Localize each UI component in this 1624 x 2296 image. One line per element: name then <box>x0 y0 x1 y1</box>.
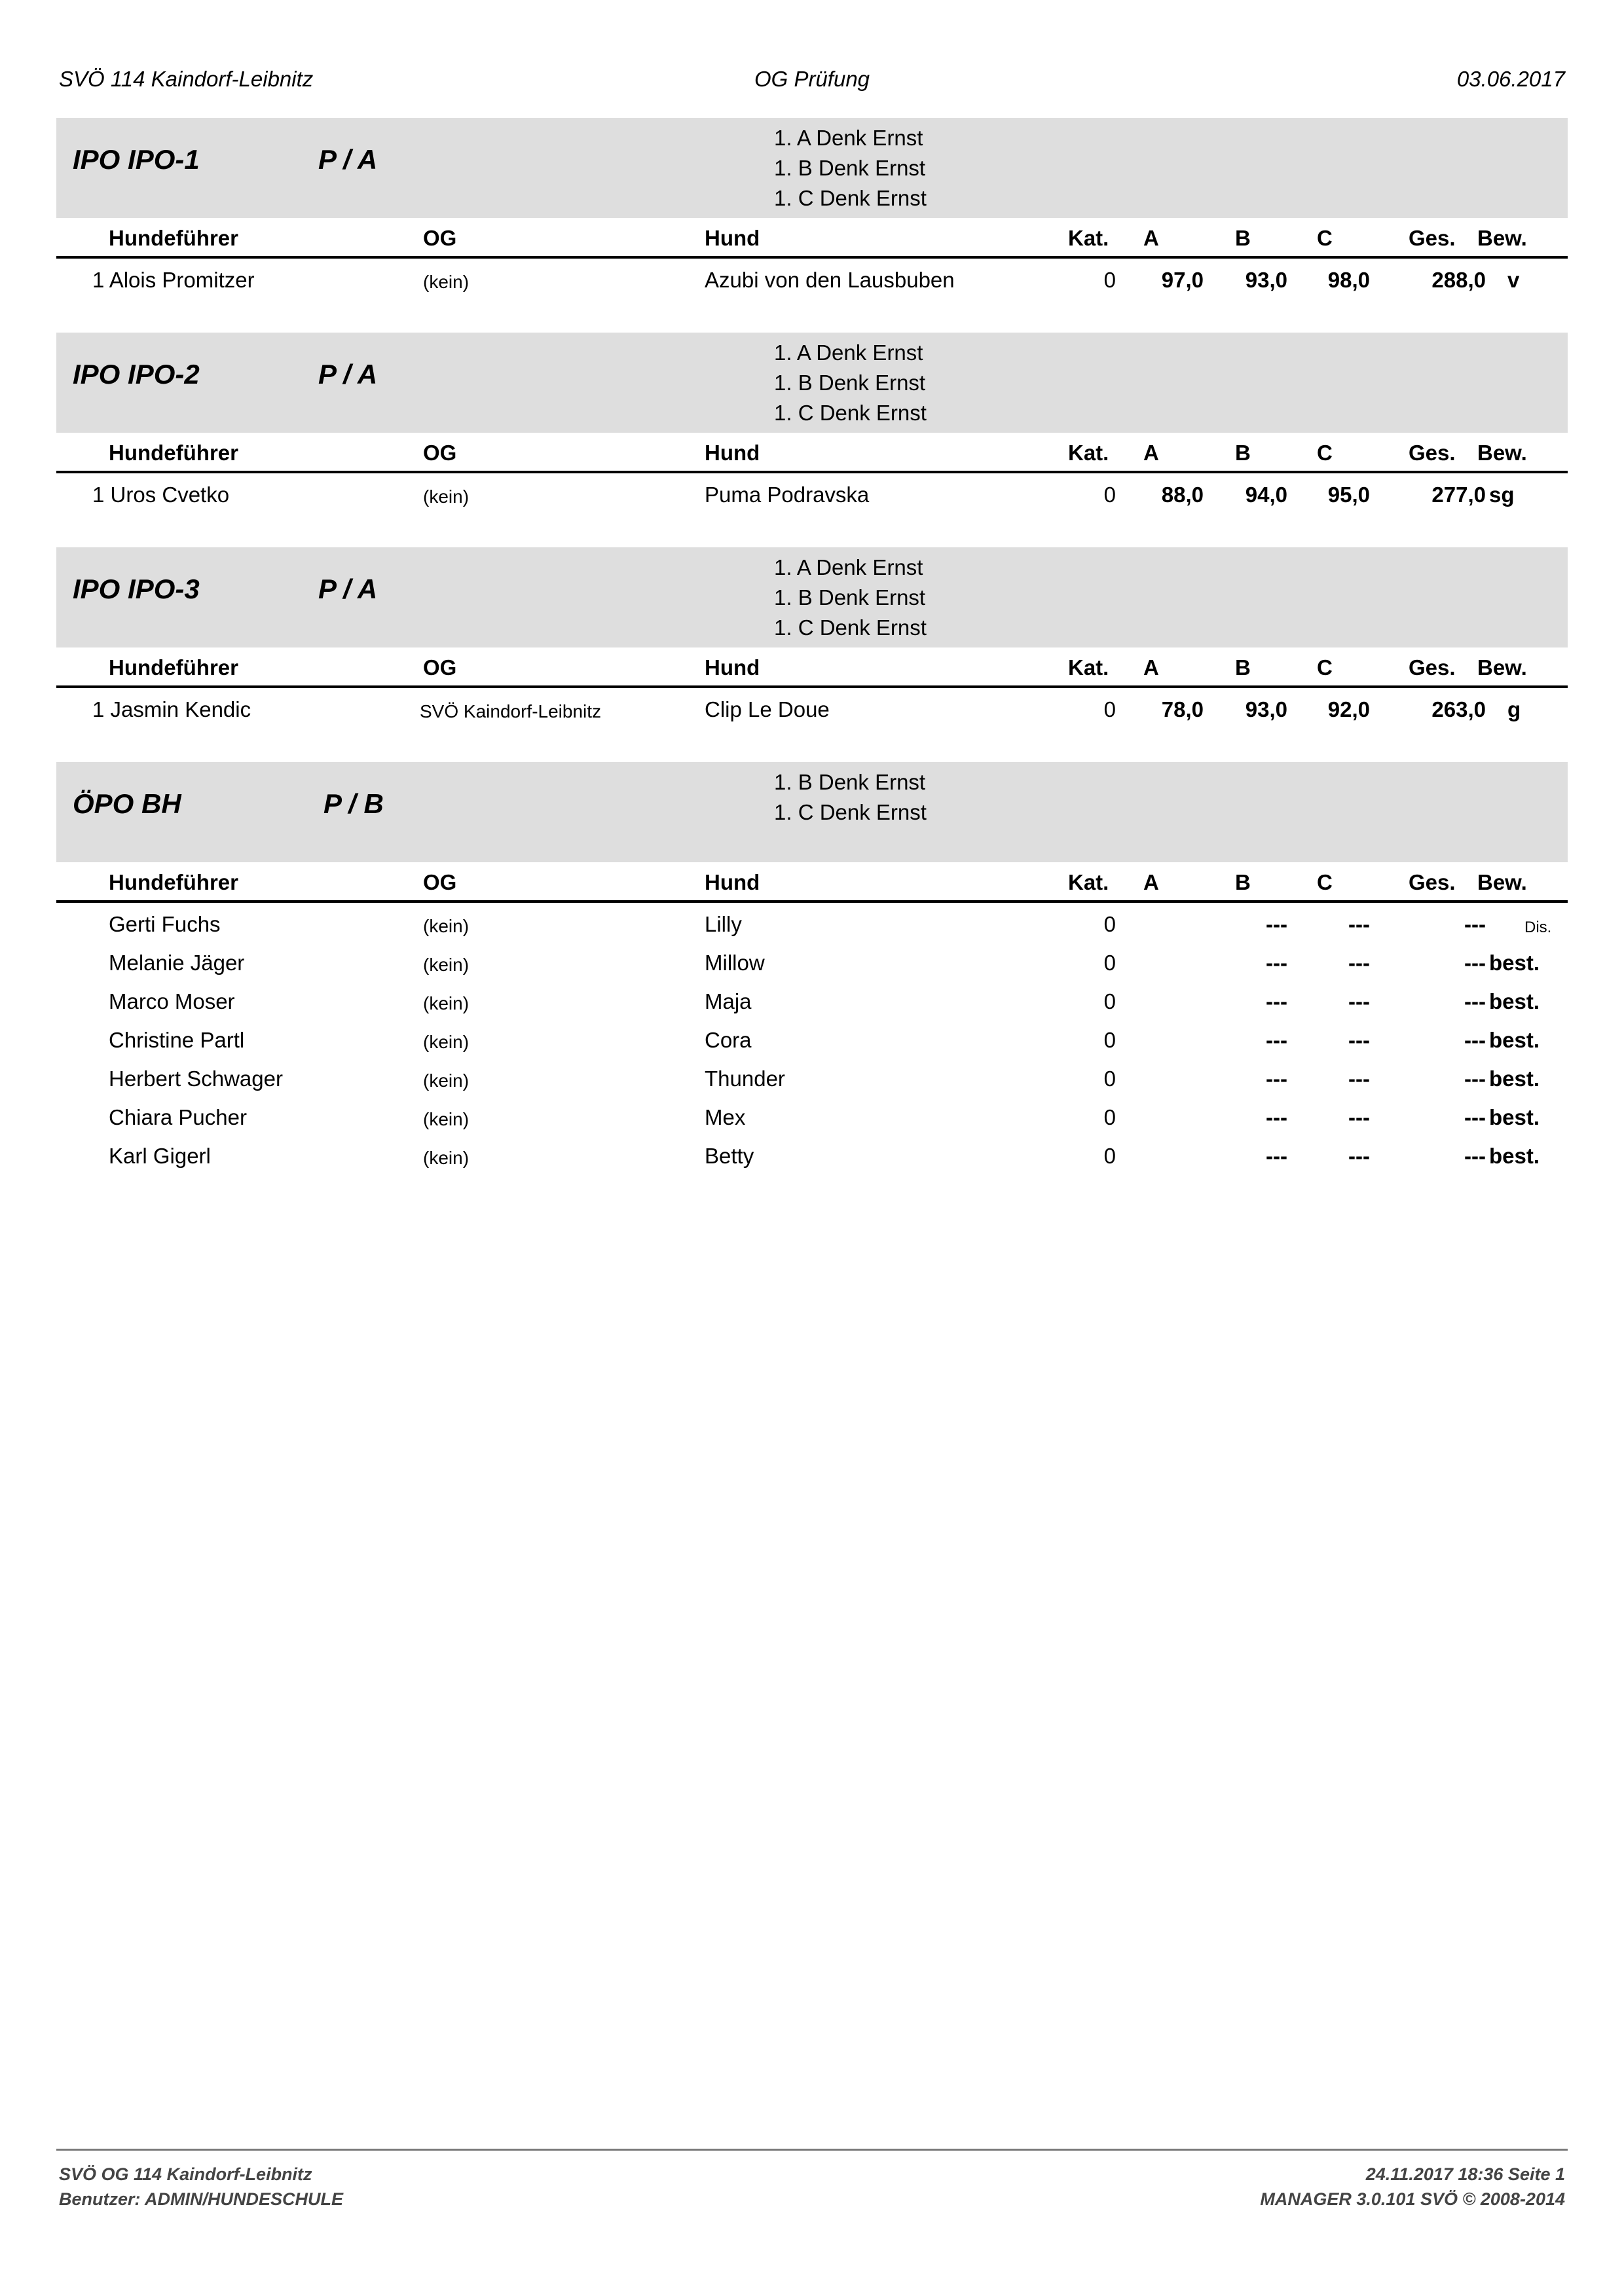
table-row <box>56 903 1568 941</box>
cell-ges: --- <box>1464 1105 1486 1129</box>
col-b: B <box>1235 655 1251 680</box>
cell-og: (kein) <box>423 993 470 1013</box>
col-b: B <box>1235 226 1251 250</box>
table-row <box>56 1019 1568 1057</box>
judge: 1. C Denk Ernst <box>774 401 927 425</box>
cell-og: (kein) <box>423 1070 470 1091</box>
cell-b: --- <box>1266 1105 1287 1129</box>
cell-bew: g <box>1507 697 1521 721</box>
cell-kat: 0 <box>1103 951 1116 975</box>
cell-dog: Puma Podravska <box>705 483 870 507</box>
col-dog: Hund <box>705 226 760 250</box>
col-handler: Hundeführer <box>109 655 238 680</box>
judge: 1. B Denk Ernst <box>774 770 926 794</box>
cell-dog: Cora <box>705 1028 752 1052</box>
footer-user: Benutzer: ADMIN/HUNDESCHULE <box>59 2189 344 2209</box>
cell-kat: 0 <box>1103 268 1116 292</box>
table-row <box>56 1135 1568 1173</box>
col-c: C <box>1317 441 1333 465</box>
cell-bew: best. <box>1489 1105 1540 1129</box>
cell-c: --- <box>1348 1144 1370 1168</box>
section-class: P / A <box>318 144 378 175</box>
judges-list <box>774 553 927 643</box>
judges-list <box>774 767 927 828</box>
cell-og: SVÖ Kaindorf-Leibnitz <box>420 701 602 721</box>
judge: 1. A Denk Ernst <box>774 555 923 579</box>
col-dog: Hund <box>705 870 760 894</box>
cell-bew: v <box>1507 268 1520 292</box>
cell-handler: Gerti Fuchs <box>109 912 221 936</box>
cell-bew: best. <box>1489 1066 1540 1091</box>
cell-b: --- <box>1266 1028 1287 1052</box>
section-title: IPO IPO-2 <box>73 359 200 390</box>
cell-og: (kein) <box>423 1032 470 1052</box>
cell-kat: 0 <box>1103 1066 1116 1091</box>
cell-c: 98,0 <box>1327 268 1370 292</box>
cell-c: --- <box>1348 912 1370 936</box>
cell-kat: 0 <box>1103 483 1116 507</box>
cell-a: 88,0 <box>1161 483 1204 507</box>
cell-kat: 0 <box>1103 989 1116 1013</box>
cell-c: --- <box>1348 989 1370 1013</box>
col-dog: Hund <box>705 441 760 465</box>
cell-dog: Maja <box>705 989 752 1013</box>
cell-b: --- <box>1266 912 1287 936</box>
cell-kat: 0 <box>1103 1105 1116 1129</box>
cell-handler: Chiara Pucher <box>109 1105 247 1129</box>
section-header <box>56 333 1568 433</box>
judge: 1. B Denk Ernst <box>774 156 926 180</box>
judges-list <box>774 338 927 428</box>
cell-c: --- <box>1348 1105 1370 1129</box>
cell-kat: 0 <box>1103 912 1116 936</box>
col-ges: Ges. <box>1409 226 1456 250</box>
cell-og: (kein) <box>423 955 470 975</box>
column-header <box>56 218 1568 259</box>
cell-bew: best. <box>1489 1028 1540 1052</box>
section-title: IPO IPO-3 <box>73 574 200 604</box>
cell-c: 95,0 <box>1327 483 1370 507</box>
cell-b: 93,0 <box>1245 697 1287 721</box>
cell-ges: --- <box>1464 1066 1486 1091</box>
cell-ges: --- <box>1464 951 1486 975</box>
cell-ges: --- <box>1464 989 1486 1013</box>
judge: 1. B Denk Ernst <box>774 585 926 610</box>
cell-bew: best. <box>1489 1144 1540 1168</box>
judges-list <box>774 123 927 213</box>
footer-timestamp-page: 24.11.2017 18:36 Seite 1 <box>1365 2164 1565 2184</box>
cell-bew: best. <box>1489 989 1540 1013</box>
cell-b: --- <box>1266 1066 1287 1091</box>
header-date: 03.06.2017 <box>1456 67 1565 91</box>
col-a: A <box>1143 655 1159 680</box>
cell-bew: Dis. <box>1524 919 1552 936</box>
cell-kat: 0 <box>1103 1028 1116 1052</box>
section-ipo-3 <box>56 547 1568 727</box>
cell-og: (kein) <box>423 1148 470 1168</box>
cell-b: --- <box>1266 989 1287 1013</box>
cell-handler: Karl Gigerl <box>109 1144 211 1168</box>
cell-b: --- <box>1266 951 1287 975</box>
judge: 1. A Denk Ernst <box>774 340 923 365</box>
cell-handler: 1 Uros Cvetko <box>92 483 230 507</box>
cell-og: (kein) <box>423 272 470 292</box>
cell-ges: 288,0 <box>1431 268 1486 292</box>
footer-software: MANAGER 3.0.101 SVÖ © 2008-2014 <box>1260 2189 1565 2209</box>
cell-ges: --- <box>1464 1028 1486 1052</box>
cell-kat: 0 <box>1103 1144 1116 1168</box>
cell-og: (kein) <box>423 486 470 507</box>
col-bew: Bew. <box>1477 226 1527 250</box>
cell-ges: 277,0 <box>1431 483 1486 507</box>
col-handler: Hundeführer <box>109 870 238 894</box>
header-title: OG Prüfung <box>754 67 870 91</box>
section-class: P / B <box>323 788 384 819</box>
cell-handler: Melanie Jäger <box>109 951 245 975</box>
cell-bew: best. <box>1489 951 1540 975</box>
table-row <box>56 473 1568 512</box>
col-ges: Ges. <box>1409 870 1456 894</box>
footer-club: SVÖ OG 114 Kaindorf-Leibnitz <box>59 2164 312 2184</box>
page-header <box>59 67 1565 100</box>
col-c: C <box>1317 226 1333 250</box>
table-row <box>56 980 1568 1019</box>
section-ipo-1 <box>56 118 1568 297</box>
cell-dog: Millow <box>705 951 765 975</box>
col-b: B <box>1235 870 1251 894</box>
section-header <box>56 118 1568 218</box>
cell-og: (kein) <box>423 916 470 936</box>
section-ipo-2 <box>56 333 1568 512</box>
cell-ges: 263,0 <box>1431 697 1486 721</box>
column-header <box>56 862 1568 903</box>
table-row <box>56 1096 1568 1135</box>
section-title: ÖPO BH <box>73 788 181 819</box>
cell-kat: 0 <box>1103 697 1116 721</box>
cell-dog: Mex <box>705 1105 746 1129</box>
col-ges: Ges. <box>1409 655 1456 680</box>
col-kat: Kat. <box>1068 655 1109 680</box>
col-a: A <box>1143 226 1159 250</box>
col-c: C <box>1317 870 1333 894</box>
table-row <box>56 688 1568 727</box>
cell-c: --- <box>1348 1028 1370 1052</box>
cell-dog: Lilly <box>705 912 742 936</box>
judge: 1. C Denk Ernst <box>774 615 927 640</box>
col-handler: Hundeführer <box>109 226 238 250</box>
col-ges: Ges. <box>1409 441 1456 465</box>
col-og: OG <box>423 655 457 680</box>
cell-handler: Herbert Schwager <box>109 1066 283 1091</box>
cell-dog: Betty <box>705 1144 754 1168</box>
col-bew: Bew. <box>1477 655 1527 680</box>
cell-handler: Marco Moser <box>109 989 235 1013</box>
cell-handler: Christine Partl <box>109 1028 245 1052</box>
col-dog: Hund <box>705 655 760 680</box>
section-title: IPO IPO-1 <box>73 144 200 175</box>
table-row <box>56 259 1568 297</box>
section-class: P / A <box>318 574 378 604</box>
cell-dog: Thunder <box>705 1066 785 1091</box>
judge: 1. C Denk Ernst <box>774 186 927 210</box>
cell-c: --- <box>1348 951 1370 975</box>
col-b: B <box>1235 441 1251 465</box>
judge: 1. B Denk Ernst <box>774 371 926 395</box>
cell-og: (kein) <box>423 1109 470 1129</box>
section-header <box>56 762 1568 862</box>
cell-ges: --- <box>1464 912 1486 936</box>
cell-handler: 1 Alois Promitzer <box>92 268 255 292</box>
section-header <box>56 547 1568 647</box>
col-og: OG <box>423 226 457 250</box>
col-a: A <box>1143 441 1159 465</box>
cell-dog: Azubi von den Lausbuben <box>705 268 955 292</box>
cell-c: --- <box>1348 1066 1370 1091</box>
cell-handler: 1 Jasmin Kendic <box>92 697 251 721</box>
column-header <box>56 647 1568 688</box>
cell-c: 92,0 <box>1327 697 1370 721</box>
col-kat: Kat. <box>1068 870 1109 894</box>
col-og: OG <box>423 441 457 465</box>
judge: 1. C Denk Ernst <box>774 800 927 824</box>
cell-ges: --- <box>1464 1144 1486 1168</box>
header-club: SVÖ 114 Kaindorf-Leibnitz <box>59 67 314 91</box>
cell-a: 78,0 <box>1161 697 1204 721</box>
table-row <box>56 1057 1568 1096</box>
column-header <box>56 433 1568 473</box>
col-handler: Hundeführer <box>109 441 238 465</box>
col-a: A <box>1143 870 1159 894</box>
col-og: OG <box>423 870 457 894</box>
judge: 1. A Denk Ernst <box>774 126 923 150</box>
col-kat: Kat. <box>1068 441 1109 465</box>
table-row <box>56 941 1568 980</box>
cell-bew: sg <box>1489 483 1515 507</box>
cell-a: 97,0 <box>1161 268 1204 292</box>
footer-divider <box>56 2149 1568 2151</box>
cell-dog: Clip Le Doue <box>705 697 830 721</box>
col-c: C <box>1317 655 1333 680</box>
section-opo-bh <box>56 762 1568 1173</box>
cell-b: 93,0 <box>1245 268 1287 292</box>
col-kat: Kat. <box>1068 226 1109 250</box>
col-bew: Bew. <box>1477 870 1527 894</box>
col-bew: Bew. <box>1477 441 1527 465</box>
section-class: P / A <box>318 359 378 390</box>
cell-b: --- <box>1266 1144 1287 1168</box>
cell-b: 94,0 <box>1245 483 1287 507</box>
